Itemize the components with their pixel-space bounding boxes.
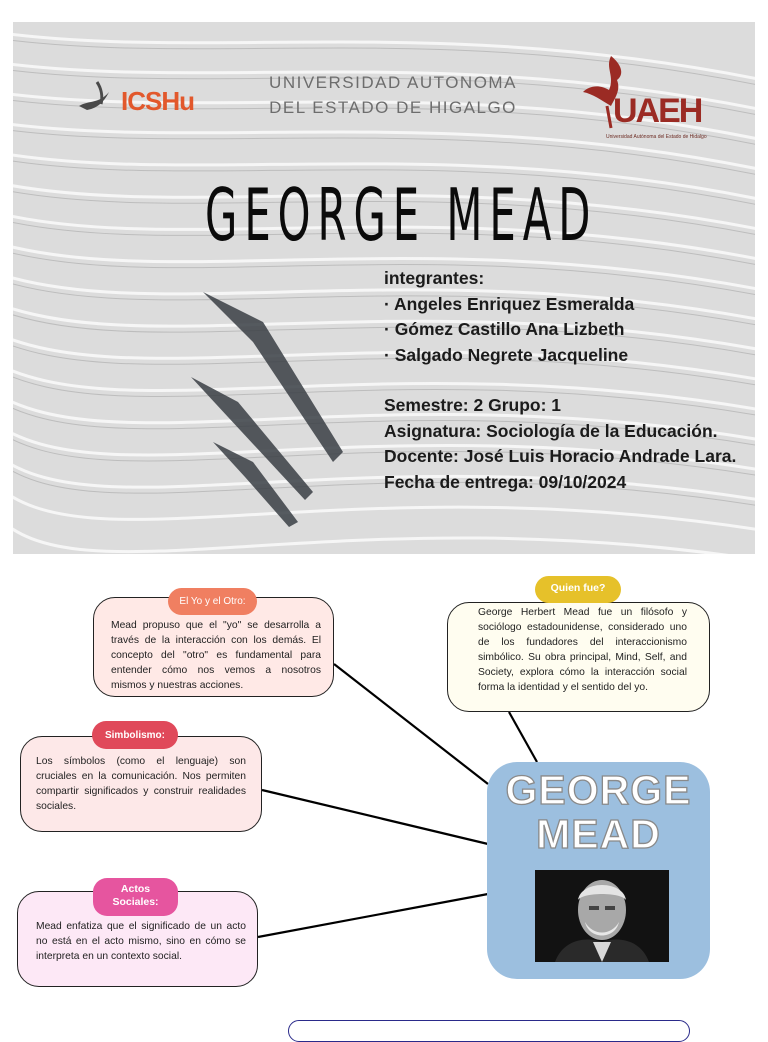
university-name	[258, 70, 528, 120]
icshu-logo	[75, 70, 215, 120]
actos-tag-line-2: Sociales:	[112, 896, 159, 908]
semestre-grupo: Semestre: 2 Grupo: 1	[384, 395, 561, 415]
fecha-entrega: Fecha de entrega: 09/10/2024	[384, 471, 627, 492]
uaeh-logo-text: UAEH	[613, 92, 702, 130]
actos-sociales-tag	[93, 878, 178, 916]
center-node	[487, 762, 710, 979]
portrait-image	[535, 870, 669, 962]
docente: Docente: José Luis Horacio Andrade Lara.	[384, 446, 737, 466]
simbolismo-box	[20, 736, 262, 832]
cover-page	[13, 22, 755, 554]
quien-fue-tag: Quien fue?	[535, 576, 621, 603]
yo-otro-text: Mead propuso que el "yo" se desarrolla a través de la interacción con los demás. El concepto del "otro" es fundamental para entender cómo nos vemos a nosotros mismos y nuestras acciones.	[111, 620, 321, 691]
uaeh-logo	[581, 50, 721, 142]
bird-icon	[75, 70, 125, 120]
next-box-edge	[288, 1020, 690, 1042]
uaeh-logo-subtext: Universidad Autónoma del Estado de Hidalgo	[606, 134, 707, 140]
simbolismo-text: Los símbolos (como el lenguaje) son cruciales en la comunicación. Nos permiten compartir significados y construir realidades sociales.	[36, 756, 246, 812]
member-item: · Gómez Castillo Ana Lizbeth	[384, 319, 625, 339]
university-line-2: DEL ESTADO DE HIGALGO	[269, 98, 517, 117]
cover-title: GEORGE MEAD	[205, 173, 598, 257]
university-line-1: UNIVERSIDAD AUTONOMA	[269, 73, 517, 92]
simbolismo-tag: Simbolismo:	[92, 721, 178, 749]
icshu-logo-text: ICSHu	[121, 86, 194, 116]
george-mead-portrait	[535, 870, 669, 962]
actos-tag-line-1: Actos	[120, 883, 151, 895]
quien-fue-text: George Herbert Mead fue un filósofo y sociólogo estadounidense, considerado uno de los fundadores del interaccionismo simbólico. Su obra principal, Mind, Self, and Society, explora cómo la interacción social forma la identidad y el sentido del yo.	[478, 607, 687, 693]
member-item: · Angeles Enriquez Esmeralda	[384, 293, 635, 314]
actos-sociales-text: Mead enfatiza que el significado de un acto no está en el acto mismo, sino en cómo se interpreta en un contexto social.	[36, 921, 246, 962]
center-name-line-1: GEORGE	[505, 767, 692, 813]
members-heading: integrantes:	[384, 268, 485, 288]
cover-info	[384, 266, 754, 495]
center-name	[487, 768, 710, 856]
center-name-line-2: MEAD	[536, 811, 661, 857]
yo-otro-tag: El Yo y el Otro:	[168, 588, 257, 615]
quien-fue-box	[447, 602, 710, 712]
asignatura: Asignatura: Sociología de la Educación.	[384, 420, 718, 441]
member-item: · Salgado Negrete Jacqueline	[384, 344, 629, 365]
